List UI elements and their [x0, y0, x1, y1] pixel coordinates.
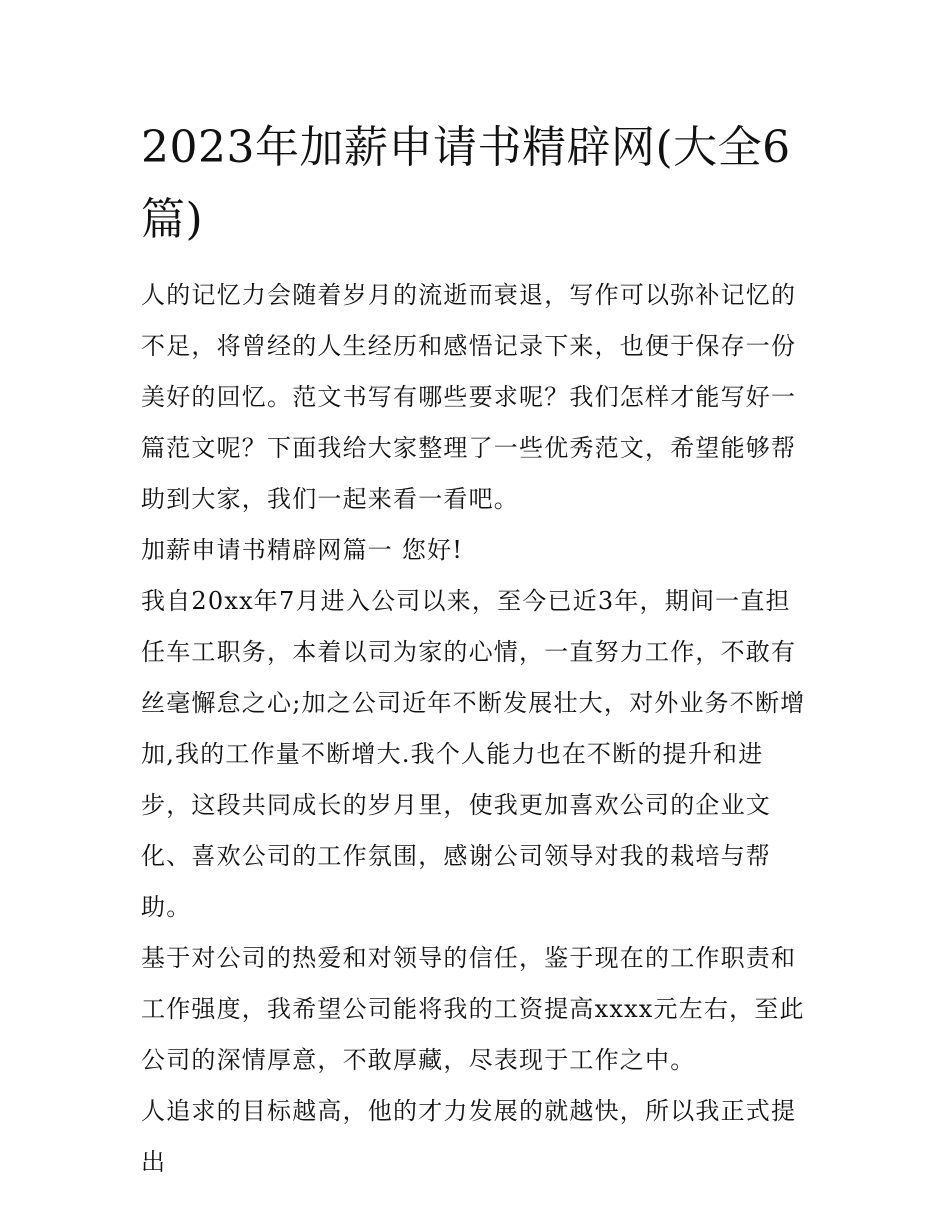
section-heading: 加薪申请书精辟网篇一 您好!: [141, 536, 464, 564]
document-title: 2023年加薪申请书精辟网(大全6篇): [141, 122, 791, 245]
body-paragraph-1: 我自20xx年7月进入公司以来，至今已近3年，期间一直担任车工职务，本着以司为家的心情，一直努力工作，不敢有丝毫懈怠之心;加之公司近年不断发展壮大，对外业务不断增加,我的工作量不断增大.我个人能力也在不断的提升和进步，这段共同成长的岁月里，使我更加喜欢公司的企业文化、喜欢公司的工作氛围，感谢公司领导对我的栽培与帮助。: [141, 587, 806, 921]
document-page: [141, 112, 813, 1188]
intro-paragraph: 人的记忆力会随着岁月的流逝而衰退，写作可以弥补记忆的不足，将曾经的人生经历和感悟记录下来，也便于保存一份美好的回忆。范文书写有哪些要求呢？我们怎样才能写好一篇范文呢？下面我给大家整理了一些优秀范文，希望能够帮助到大家，我们一起来看一看吧。: [141, 281, 797, 513]
document-body: [141, 270, 813, 1188]
body-paragraph-3: 人追求的目标越高，他的才力发展的就越快，所以我正式提出: [141, 1097, 797, 1176]
body-paragraph-2: 基于对公司的热爱和对领导的信任，鉴于现在的工作职责和工作强度，我希望公司能将我的工资提高xxxx元左右，至此公司的深情厚意，不敢厚藏，尽表现于工作之中。: [141, 944, 805, 1074]
